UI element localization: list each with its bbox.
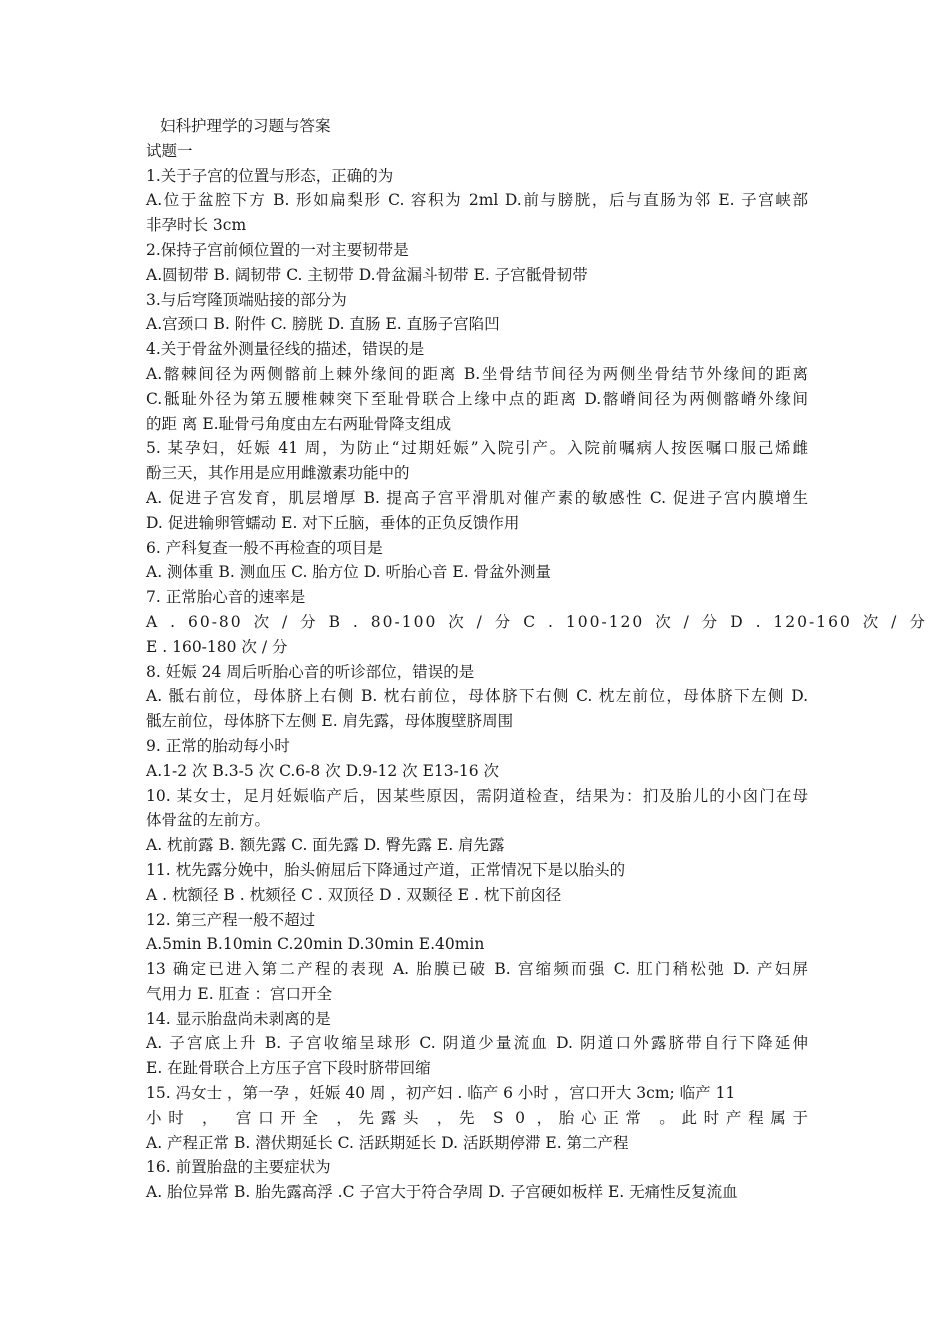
text-line: 7. 正常胎心音的速率是 — [146, 588, 306, 607]
text-line: A. 枕前露 B. 额先露 C. 面先露 D. 臀先露 E. 肩先露 — [146, 836, 505, 855]
text-line: 14. 显示胎盘尚未剥离的是 — [146, 1009, 331, 1028]
text-line: A. 胎位异常 B. 胎先露高浮 .C 子宫大于符合孕周 D. 子宫硬如板样 E. 无痛性反复流血 — [146, 1183, 738, 1202]
text-line: 13 确定已进入第二产程的表现 A. 胎膜已破 B. 宫缩频而强 C. 肛门稍松弛 D. 产妇屏 — [146, 960, 808, 979]
text-line: A.1-2 次 B.3-5 次 C.6-8 次 D.9-12 次 E13-16 次 — [146, 761, 500, 780]
text-line: A.髂棘间径为两侧髂前上棘外缘间的距离 B.坐骨结节间径为两侧坐骨结节外缘间的距离 — [146, 364, 808, 383]
text-line: 骶左前位，母体脐下左侧 E. 肩先露，母体腹壁脐周围 — [146, 712, 514, 731]
text-line: A.5min B.10min C.20min D.30min E.40min — [146, 935, 485, 954]
document-body — [146, 114, 927, 1205]
text-line: 3.与后穹隆顶端贴接的部分为 — [146, 290, 347, 309]
text-line: A.圆韧带 B. 阔韧带 C. 主韧带 D.骨盆漏斗韧带 E. 子宫骶骨韧带 — [146, 265, 588, 284]
text-line: 9. 正常的胎动每小时 — [146, 736, 290, 755]
text-line: 非孕时长 3cm — [146, 216, 247, 235]
question-list — [146, 139, 927, 1205]
text-line: A . 60-80 次 / 分 B . 80-100 次 / 分 C . 100-120 次 / 分 D . 120-160 次 / 分 — [146, 612, 927, 631]
text-line: 10. 某女士，足月妊娠临产后，因某些原因，需阴道检查，结果为：扪及胎儿的小囟门在母 — [146, 786, 808, 805]
text-line: 试题一 — [146, 141, 193, 160]
text-line: 12. 第三产程一般不超过 — [146, 910, 316, 929]
text-line: A. 子宫底上升 B. 子宫收缩呈球形 C. 阴道少量流血 D. 阴道口外露脐带自行下降延伸 — [146, 1034, 808, 1053]
text-line: 8. 妊娠 24 周后听胎心音的听诊部位，错误的是 — [146, 662, 475, 681]
text-line: 4.关于骨盆外测量径线的描述，错误的是 — [146, 340, 425, 359]
document-title: 妇科护理学的习题与答案 — [160, 117, 331, 135]
text-line: 小时 ， 宫口开全 ，先露头 ，先 S 0 ，胎心正常 。此时产程属于 — [146, 1108, 808, 1127]
text-line: 的距 离 E.耻骨弓角度由左右两耻骨降支组成 — [146, 414, 452, 433]
text-line: 6. 产科复查一般不再检查的项目是 — [146, 538, 383, 557]
text-line: D. 促进输卵管蠕动 E. 对下丘脑，垂体的正负反馈作用 — [146, 513, 520, 532]
text-line: 酚三天，其作用是应用雌激素功能中的 — [146, 464, 410, 483]
text-line: A.宫颈口 B. 附件 C. 膀胱 D. 直肠 E. 直肠子宫陷凹 — [146, 315, 500, 334]
text-line: A . 枕额径 B . 枕颏径 C . 双顶径 D . 双颞径 E . 枕下前囟径 — [146, 885, 562, 904]
text-line: 16. 前置胎盘的主要症状为 — [146, 1158, 331, 1177]
text-line: A. 骶右前位，母体脐上右侧 B. 枕右前位，母体脐下右侧 C. 枕左前位，母体脐下左侧 D. — [146, 687, 808, 706]
text-line: A. 产程正常 B. 潜伏期延长 C. 活跃期延长 D. 活跃期停滞 E. 第二产程 — [146, 1133, 629, 1152]
text-line: 体骨盆的左前方。 — [146, 811, 271, 830]
text-line: 11. 枕先露分娩中，胎头俯屈后下降通过产道，正常情况下是以胎头的 — [146, 860, 626, 879]
text-line: A.位于盆腔下方 B. 形如扁梨形 C. 容积为 2ml D.前与膀胱，后与直肠为邻 E. 子宫峡部 — [146, 191, 808, 210]
text-line: E . 160-180 次 / 分 — [146, 637, 288, 656]
text-line: 气用力 E. 肛查 ：宫口开全 — [146, 984, 333, 1003]
text-line: 2.保持子宫前倾位置的一对主要韧带是 — [146, 240, 409, 259]
text-line: A. 促进子宫发育，肌层增厚 B. 提高子宫平滑肌对催产素的敏感性 C. 促进子宫内膜增生 — [146, 488, 808, 507]
text-line: E. 在趾骨联合上方压子宫下段时脐带回缩 — [146, 1059, 431, 1078]
text-line: 5. 某孕妇，妊娠 41 周，为防止“过期妊娠”入院引产。入院前嘱病人按医嘱口服己烯雌 — [146, 439, 808, 458]
text-line: C.骶耻外径为第五腰椎棘突下至耻骨联合上缘中点的距离 D.髂嵴间径为两侧髂嵴外缘间 — [146, 389, 808, 408]
text-line: 1.关于子宫的位置与形态，正确的为 — [146, 166, 394, 185]
text-line: A. 测体重 B. 测血压 C. 胎方位 D. 听胎心音 E. 骨盆外测量 — [146, 563, 552, 582]
text-line: 15. 冯女士 ，第一孕 ，妊娠 40 周 ，初产妇 . 临产 6 小时 ，宫口开大 3cm; 临产 11 — [146, 1084, 736, 1103]
